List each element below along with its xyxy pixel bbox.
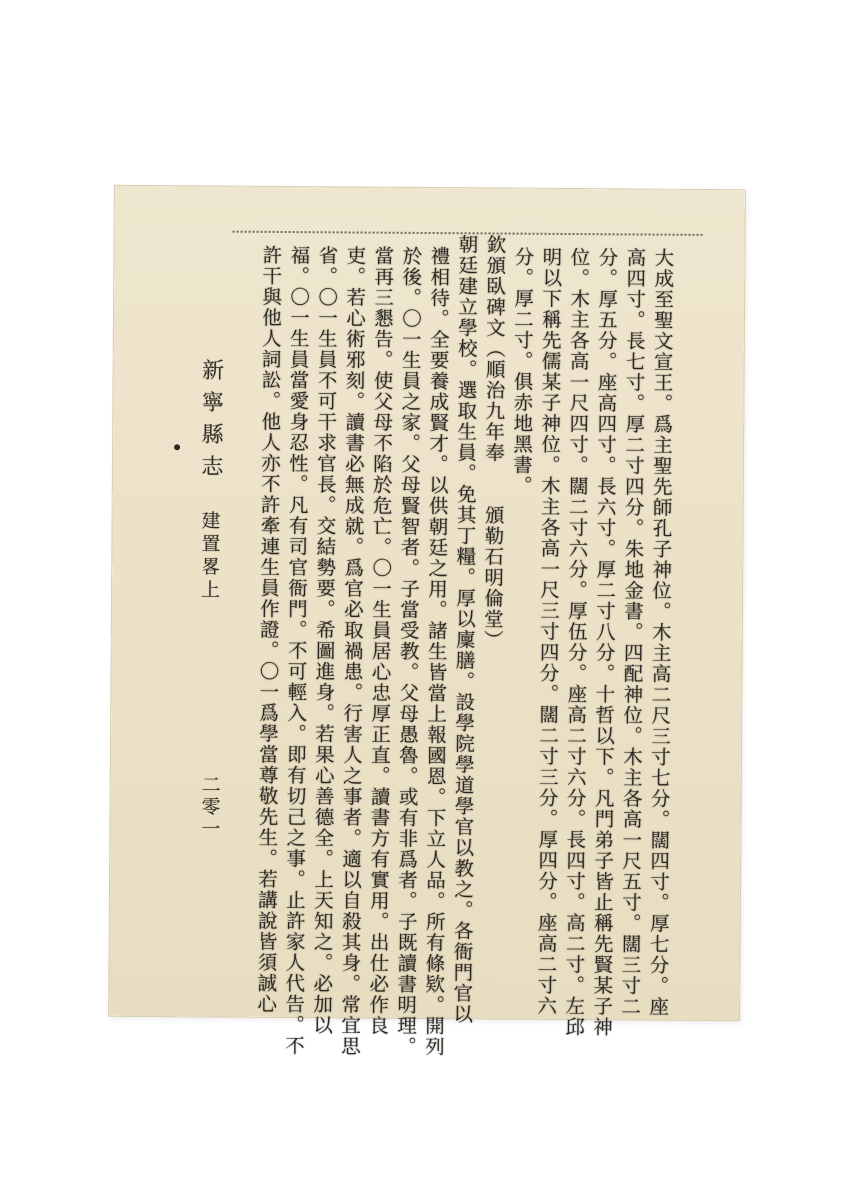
- text-column-2: 高四寸。長七寸。厚二寸四分。朱地金書。四配神位。木主各高一尺五寸。闊三寸二: [618, 247, 647, 1018]
- page-header-section: 建置畧上: [197, 510, 221, 603]
- text-column-15: 許干與他人詞訟。他人亦不許牽連生員作證。〇一爲學當尊敬先生。若講說皆須誠心: [254, 244, 283, 1015]
- text-column-3: 分。厚五分。座高四寸。長六寸。厚二寸八分。十哲以下。凡門弟子皆止稱先賢某子神: [589, 247, 619, 1038]
- text-column-11: 當再三懇告。使父母不陷於危亡。〇一生員居心忠厚正直。讀書方有實用。出仕必作良: [365, 245, 395, 1037]
- page-header-title: 新寧縣志: [197, 358, 224, 487]
- text-column-5: 明以下稱先儒某子神位。木主各高一尺三寸四分。闊二寸三分。厚四分。座高二寸六: [534, 246, 563, 1017]
- text-column-10: 於後。〇一生員之家。父母賢智者。子當受教。父母愚魯。或有非爲者。子既讀書明理。: [393, 245, 423, 1058]
- text-column-8: 朝廷建立學校。選取生員。免其丁糧。厚以廩膳。設學院學道學官以教之。各衙門官以: [450, 234, 479, 1025]
- scanned-document-page: [109, 186, 745, 1058]
- text-column-6: 分。厚二寸。俱赤地黑書。: [509, 246, 535, 497]
- text-column-14: 福。〇一生員當愛身忍性。凡有司官衙門。不可輕入。即有切己之事。止許家人代告。不: [281, 245, 311, 1057]
- page-header-dot: [174, 444, 180, 450]
- text-column-7-heading: 欽頒臥碑文（順治九年奉 頒勒石明倫堂）: [480, 234, 507, 651]
- text-column-1: 大成至聖文宣王。爲主聖先師孔子神位。木主高二尺三寸七分。闊四寸。厚七分。座: [646, 247, 675, 1018]
- text-column-12: 吏。若心術邪刻。讀書必無成就。爲官必取禍患。行害人之事者。適以自殺其身。常宜思: [337, 245, 367, 1057]
- text-column-9: 禮相待。全要養成賢才。以供朝廷之用。諸生皆當上報國恩。下立人品。所有條欵。開列: [421, 245, 451, 1058]
- text-column-13: 省。〇一生員不可干求官長。交結勢要。希圖進身。若果心善德全。上天知之。必加以: [309, 245, 339, 1036]
- text-column-4: 位。木主各高一尺四寸。闊二寸六分。厚伍分。座高二寸六分。長四寸。高二寸。左邱: [561, 246, 591, 1038]
- page-number: 二零一: [198, 774, 221, 841]
